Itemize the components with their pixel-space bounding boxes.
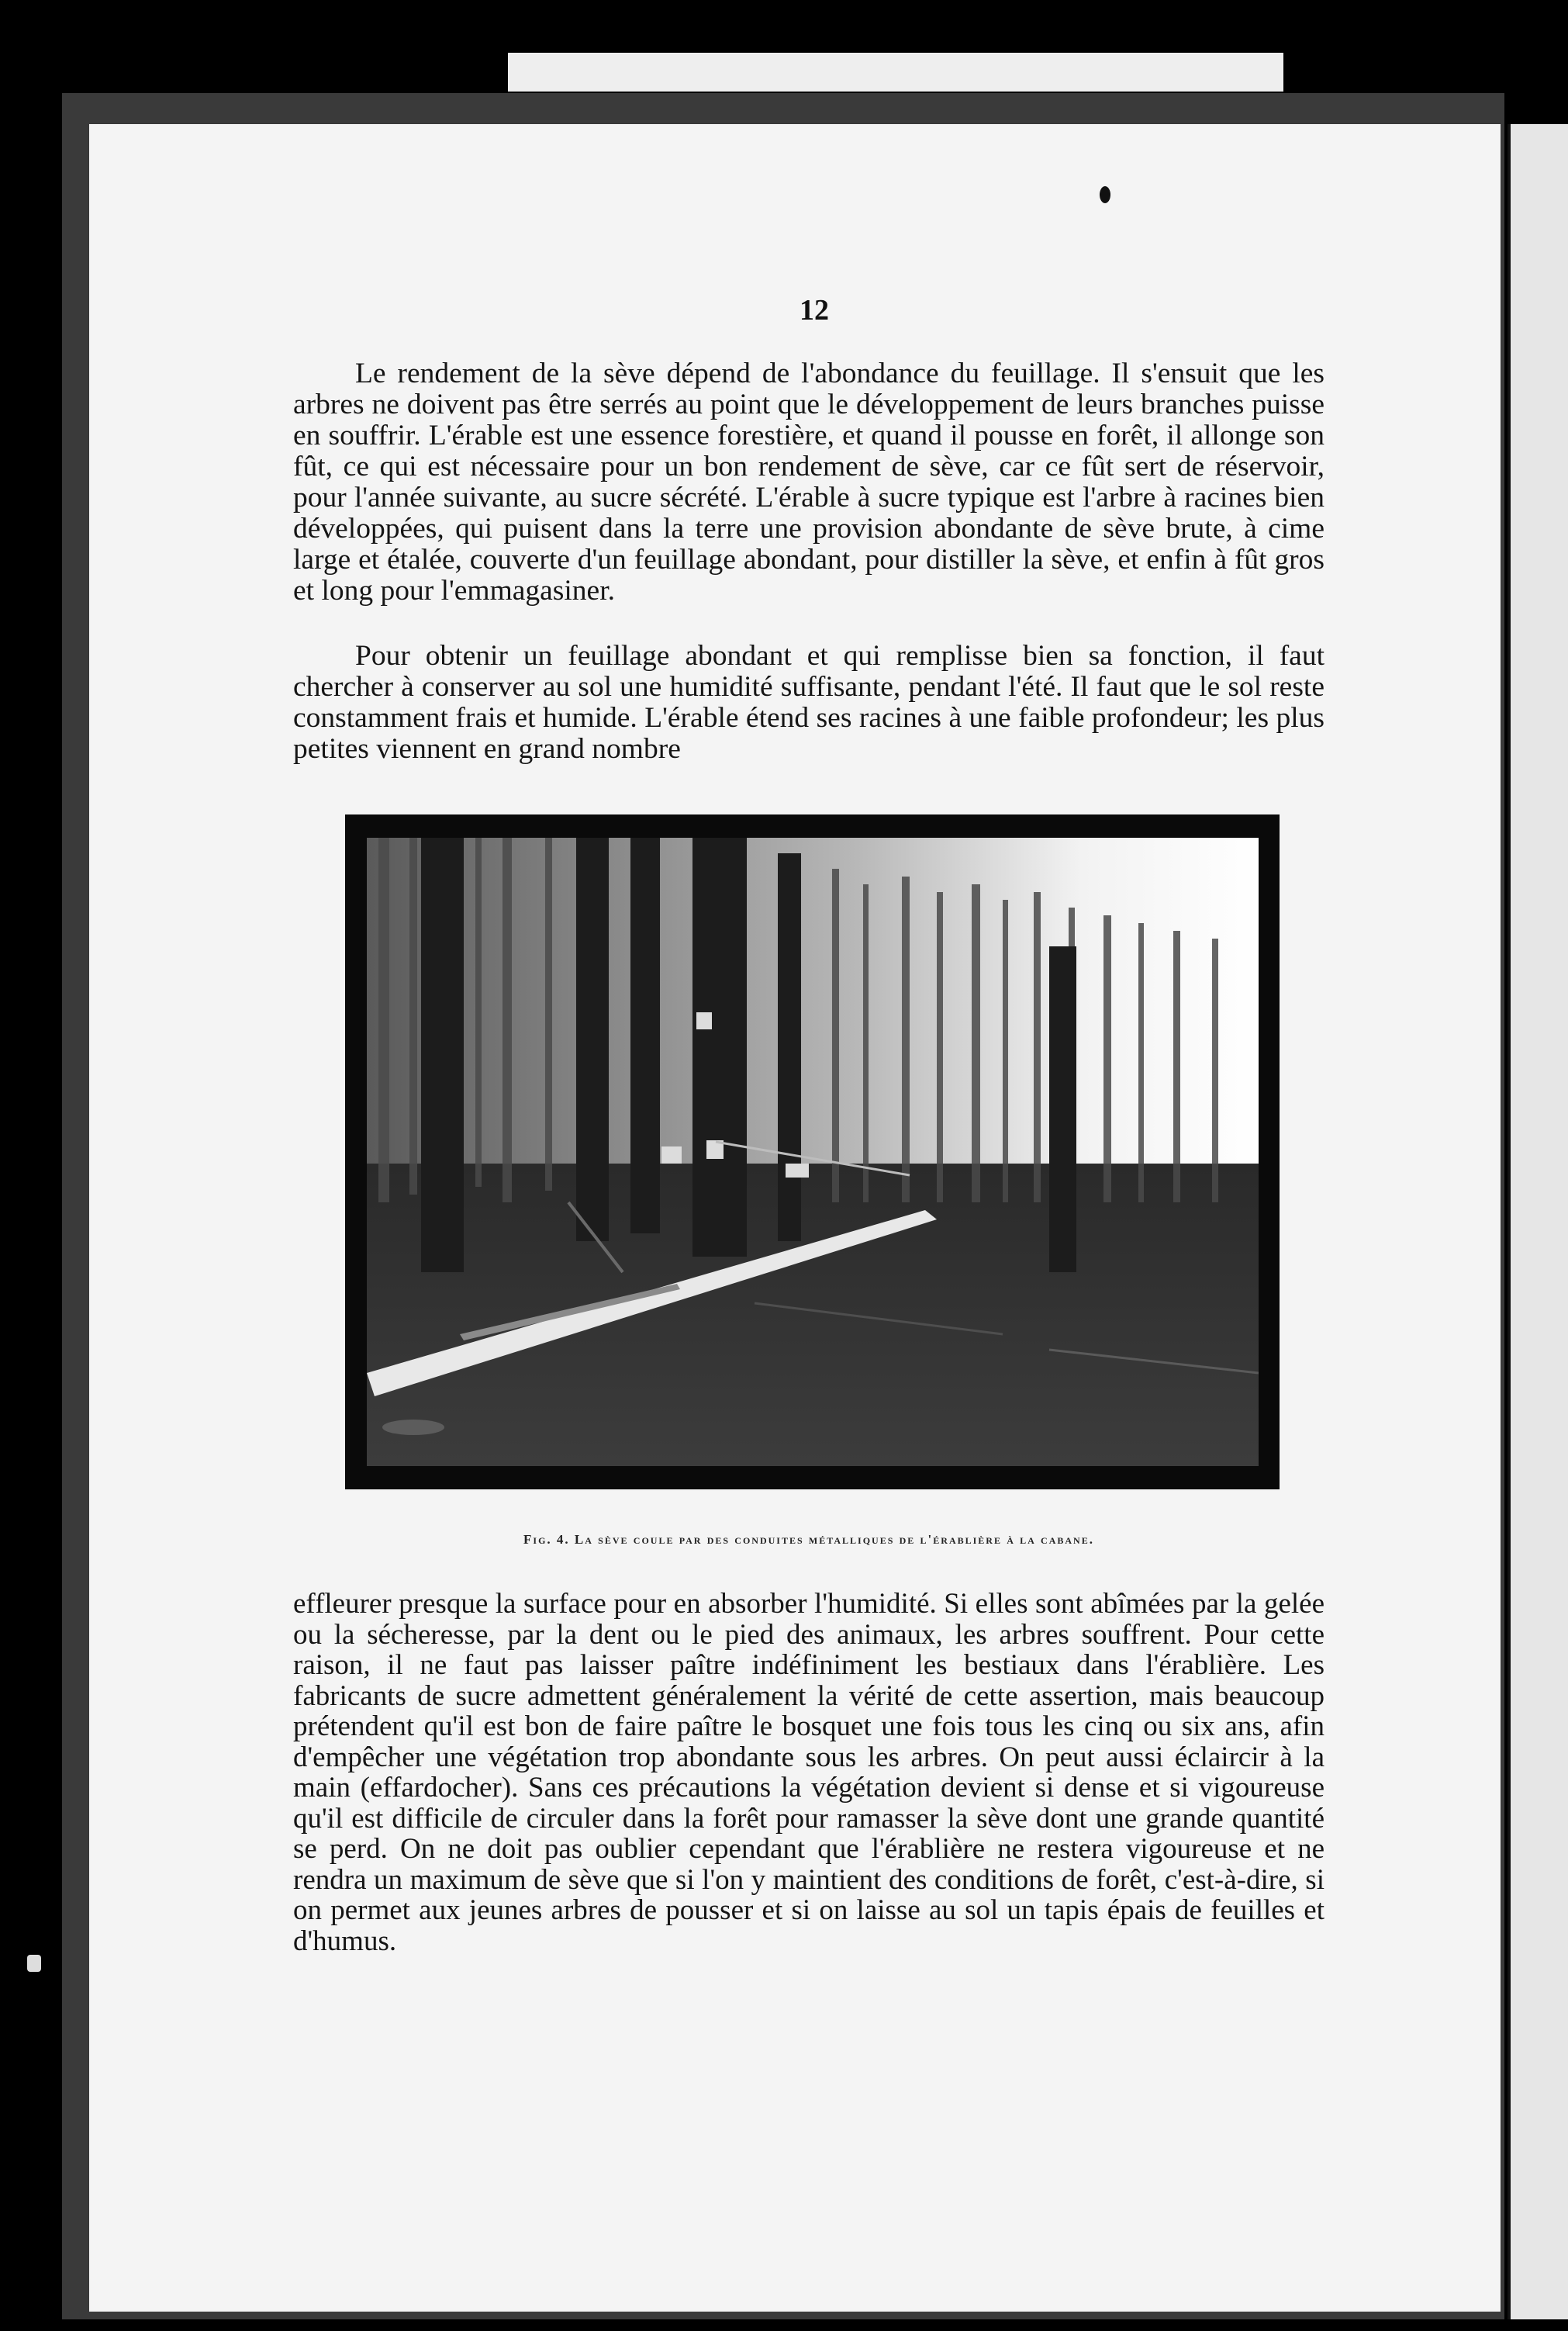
paragraph-2-text: Pour obtenir un feuillage abondant et qui remplisse bien sa fonction, il faut chercher à conserver au sol une humidité suffisante, pendant l'été. Il faut que le sol reste constamment frais et humide. L'érable étend ses racines à une faible profondeur; les plus petites viennent en grand nombre [293,640,1325,765]
paragraph-3: effleurer presque la surface pour en absorber l'humidité. Si elles sont abîmées par la gelée ou la sécheresse, par la dent ou le pied des animaux, les arbres souffrent. Pour cette raison, il ne faut pas laisser paître indéfiniment les bestiaux dans l'érablière. Les fabricants de sucre admettent généralement la vérité de cette assertion, mais beaucoup prétendent qu'il est bon de faire paître le bosquet une fois tous les cinq ou six ans, afin d'empêcher une végétation trop abondante sous les arbres. On peut aussi éclaircir à la main (effardocher). Sans ces précautions la végétation devient si dense et si vigoureuse qu'il est difficile de circuler dans la forêt pour ramasser la sève dont une grande quantité se perd. On ne doit pas oublier cependant que l'érablière ne restera vigoureuse et ne rendra un maximum de sève que si l'on y maintient des conditions de forêt, c'est-à-dire, si on permet aux jeunes arbres de pousser et si on laisse au sol un tapis épais de feuilles et d'humus. [293,1588,1325,1957]
ink-dot-mark [1100,186,1110,203]
forest-photo-icon [367,838,1259,1466]
next-page-edge [1511,124,1568,2319]
margin-scan-mark [27,1955,41,1972]
figure-caption: Fig. 4. La sève coule par des conduites métalliques de l'érablière à la cabane. [523,1532,1094,1547]
paragraph-1 [293,358,1325,607]
scanner-top-strip [508,53,1283,92]
paragraph-2 [293,641,1325,765]
figure-photo [345,814,1280,1489]
paragraph-1-text: Le rendement de la sève dépend de l'abondance du feuillage. Il s'ensuit que les arbres ne doivent pas être serrés au point que le développement de leurs branches puisse en souffrir. L'érable est une essence forestière, et quand il pousse en forêt, il allonge son fût, ce qui est nécessaire pour un bon rendement de sève, car ce fût sert de réservoir, pour l'année suivante, au sucre sécrété. L'érable à sucre typique est l'arbre à racines bien développées, qui puisent dans la terre une provision abondante de sève brute, à cime large et étalée, couverte d'un feuillage abondant, pour distiller la sève, et enfin à fût gros et long pour l'emmagasiner. [293,358,1325,607]
page-number: 12 [800,294,829,327]
